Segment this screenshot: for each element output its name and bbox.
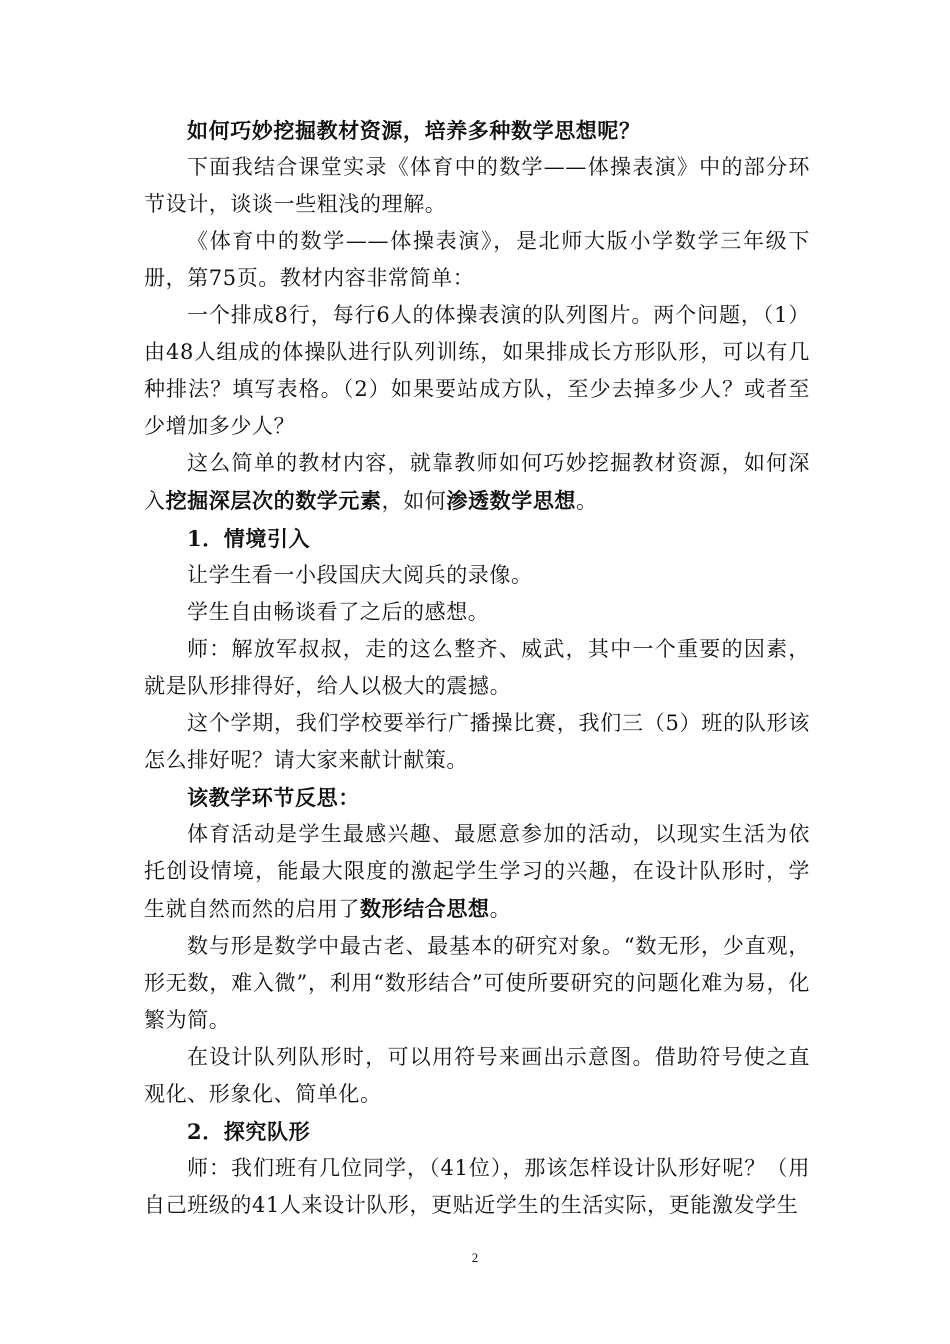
text-run: 。	[489, 897, 512, 921]
paragraph-simple	[144, 445, 810, 520]
page-number: 2	[471, 1250, 479, 1265]
emphasis-number-shape: 数形结合思想	[360, 896, 490, 921]
paragraph-design: 在设计队列队形时，可以用符号来画出示意图。借助符号使之直观化、形象化、简单化。	[144, 1045, 810, 1106]
heading-question: 如何巧妙挖掘教材资源，培养多种数学思想呢？	[187, 118, 641, 143]
text-run: 这么简单的教材内容，就靠教师如何巧妙挖掘教材资源，如何深入	[144, 451, 810, 513]
paragraph-sports	[144, 816, 810, 928]
text-run: ，如何	[381, 489, 447, 513]
document-page	[144, 112, 810, 1224]
paragraph-content: 一个排成8行，每行6人的体操表演的队列图片。两个问题，（1）由48人组成的体操队进行队列训练，如果排成长方形队形，可以有几种排法？填写表格。（2）如果要站成方队，至少去掉多少人？或者至少增加多少人？	[144, 303, 810, 438]
text-run: 体育活动是学生最感兴趣、最愿意参加的活动，以现实生活为依托创设情境，能最大限度的激起学生学习的兴趣，在设计队形时，学生就自然而然的启用了	[144, 822, 810, 921]
paragraph-intro: 下面我结合课堂实录《体育中的数学——体操表演》中的部分环节设计，谈谈一些粗浅的理解。	[144, 155, 810, 216]
text-run: 。	[576, 489, 598, 513]
paragraph-teacher-2: 师：我们班有几位同学，（41位），那该怎样设计队形好呢？（用自己班级的41人来设计队形，更贴近学生的生活实际，更能激发学生	[144, 1156, 810, 1217]
paragraph-semester: 这个学期，我们学校要举行广播操比赛，我们三（5）班的队形该怎么排好呢？请大家来献计献策。	[144, 711, 810, 772]
section-title-2: 2．探究队形	[187, 1119, 311, 1144]
paragraph-textbook: 《体育中的数学——体操表演》，是北师大版小学数学三年级下册，第75页。教材内容非常简单：	[144, 229, 810, 290]
paragraph-feel: 学生自由畅谈看了之后的感想。	[187, 600, 490, 624]
emphasis-deep-elements: 挖掘深层次的数学元素	[165, 488, 382, 513]
paragraph-teacher-1: 师：解放军叔叔，走的这么整齐、威武，其中一个重要的因素，就是队形排得好，给人以极大的震撼。	[144, 637, 810, 698]
emphasis-math-thought: 渗透数学思想	[446, 488, 577, 513]
paragraph-number-shape: 数与形是数学中最古老、最基本的研究对象。“数无形，少直观，形无数，难入微”，利用“数形结合”可使所要研究的问题化难为易，化繁为简。	[144, 934, 810, 1032]
section-title-1: 1．情境引入	[187, 526, 311, 551]
reflection-title: 该教学环节反思：	[187, 785, 360, 810]
paragraph-video: 让学生看一小段国庆大阅兵的录像。	[187, 563, 533, 587]
